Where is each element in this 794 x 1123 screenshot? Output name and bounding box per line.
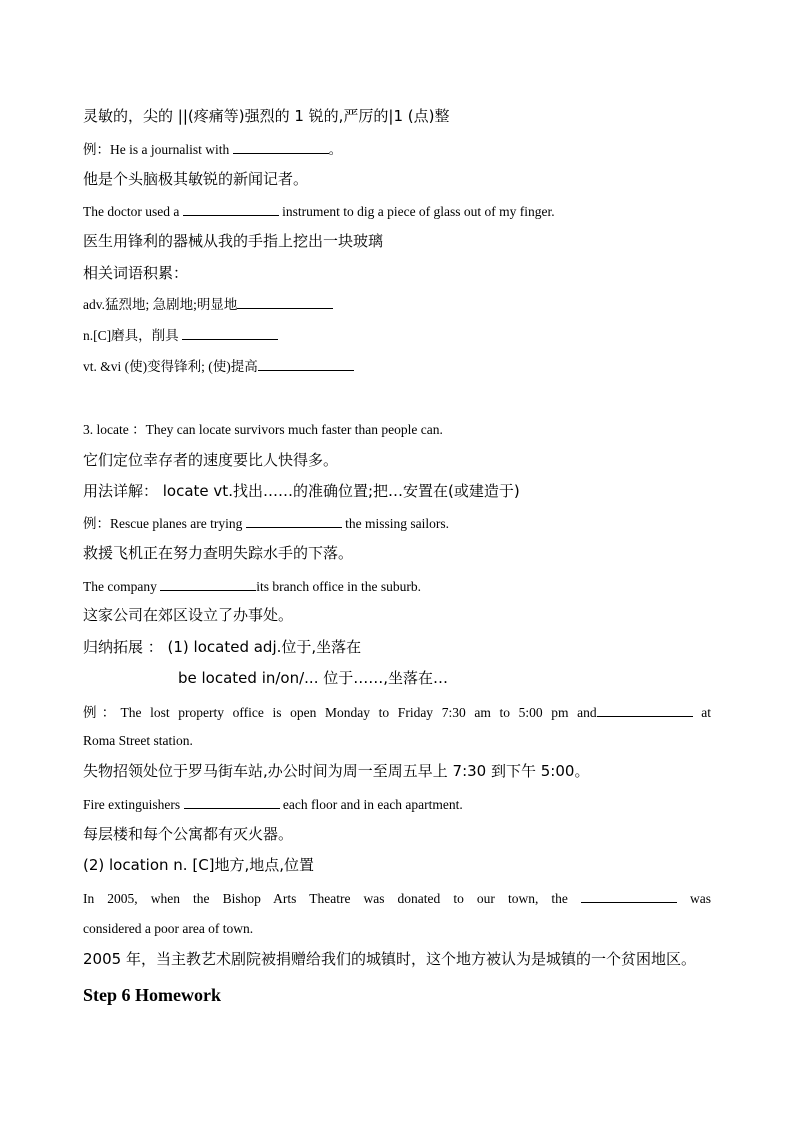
related-adv-label: adv.猛烈地; 急剧地;明显地 [83, 297, 238, 312]
example-doctor-text-b: instrument to dig a piece of glass out of my finger. [278, 204, 555, 219]
example-theatre-cont: considered a poor area of town. [83, 921, 254, 936]
example-fire-text-b: each floor and in each apartment. [279, 797, 463, 812]
example-journalist [83, 140, 342, 159]
fill-blank[interactable] [160, 577, 256, 591]
translation-lost-property: 失物招领处位于罗马街车站,办公时间为周一至周五早上 7:30 到下午 5:00。 [83, 762, 590, 780]
vocab-sense-line: 灵敏的，尖的 ||(疼痛等)强烈的 1 锐的,严厉的|1 (点)整 [83, 107, 450, 125]
translation-rescue: 救援飞机正在努力查明失踪水手的下落。 [83, 544, 354, 562]
related-noun-label: n.[C]磨具，削具 [83, 328, 182, 343]
example-company-text-a: The company [83, 579, 161, 594]
example-lost-property-text: 例：The lost property office is open Monday to Friday 7:30 am to 5:00 pm and [83, 705, 597, 720]
period: 。 [328, 142, 343, 157]
example-lost-property-end: at [692, 705, 712, 720]
fill-blank[interactable] [597, 703, 693, 717]
fill-blank[interactable] [182, 326, 278, 340]
extension-be-located: be located in/on/... 位于……,坐落在… [178, 669, 449, 687]
example-fire-text-a: Fire extinguishers [83, 797, 184, 812]
extension-located: 归纳拓展 ： (1) located adj.位于,坐落在 [83, 638, 362, 656]
fill-blank[interactable] [233, 140, 329, 154]
translation-journalist: 他是个头脑极其敏锐的新闻记者。 [83, 170, 309, 188]
example-theatre [83, 889, 711, 907]
fill-blank[interactable] [258, 357, 354, 371]
extension-location: (2) location n. [C]地方,地点,位置 [83, 856, 315, 874]
translation-company: 这家公司在郊区设立了办事处。 [83, 606, 294, 624]
fill-blank[interactable] [237, 295, 333, 309]
usage-detail: 用法详解： locate vt.找出……的准确位置;把…安置在(或建造于) [83, 482, 520, 500]
example-rescue [83, 514, 449, 533]
related-noun [83, 326, 278, 345]
related-adv [83, 295, 333, 314]
example-journalist-text: 例：He is a journalist with [83, 142, 233, 157]
example-fire [83, 795, 463, 814]
example-rescue-text-b: the missing sailors. [341, 516, 449, 531]
example-company-text-b: its branch office in the suburb. [256, 579, 421, 594]
translation-doctor: 医生用锋利的器械从我的手指上挖出一块玻璃 [83, 232, 384, 250]
example-theatre-text: In 2005, when the Bishop Arts Theatre was donated to our town, the [83, 891, 581, 906]
example-doctor [83, 202, 555, 221]
fill-blank[interactable] [183, 202, 279, 216]
example-lost-property-cont: Roma Street station. [83, 733, 193, 748]
translation-locate: 它们定位幸存者的速度要比人快得多。 [83, 451, 339, 469]
fill-blank[interactable] [581, 889, 677, 903]
section-heading-homework: Step 6 Homework [83, 985, 221, 1005]
example-lost-property [83, 701, 711, 721]
example-company [83, 577, 421, 596]
fill-blank[interactable] [184, 795, 280, 809]
translation-fire: 每层楼和每个公寓都有灭火器。 [83, 825, 294, 843]
example-doctor-text-a: The doctor used a [83, 204, 183, 219]
related-verb-label: vt. &vi (使)变得锋利; (使)提高 [83, 359, 258, 374]
translation-theatre: 2005 年，当主教艺术剧院被捐赠给我们的城镇时，这个地方被认为是城镇的一个贫困地区。 [83, 950, 696, 968]
related-words-heading: 相关词语积累： [83, 264, 189, 282]
related-verb [83, 357, 354, 376]
fill-blank[interactable] [246, 514, 342, 528]
example-rescue-text-a: 例：Rescue planes are trying [83, 516, 246, 531]
item-locate: 3. locate ：They can locate survivors much faster than people can. [83, 422, 443, 437]
example-theatre-end: was [676, 891, 712, 906]
